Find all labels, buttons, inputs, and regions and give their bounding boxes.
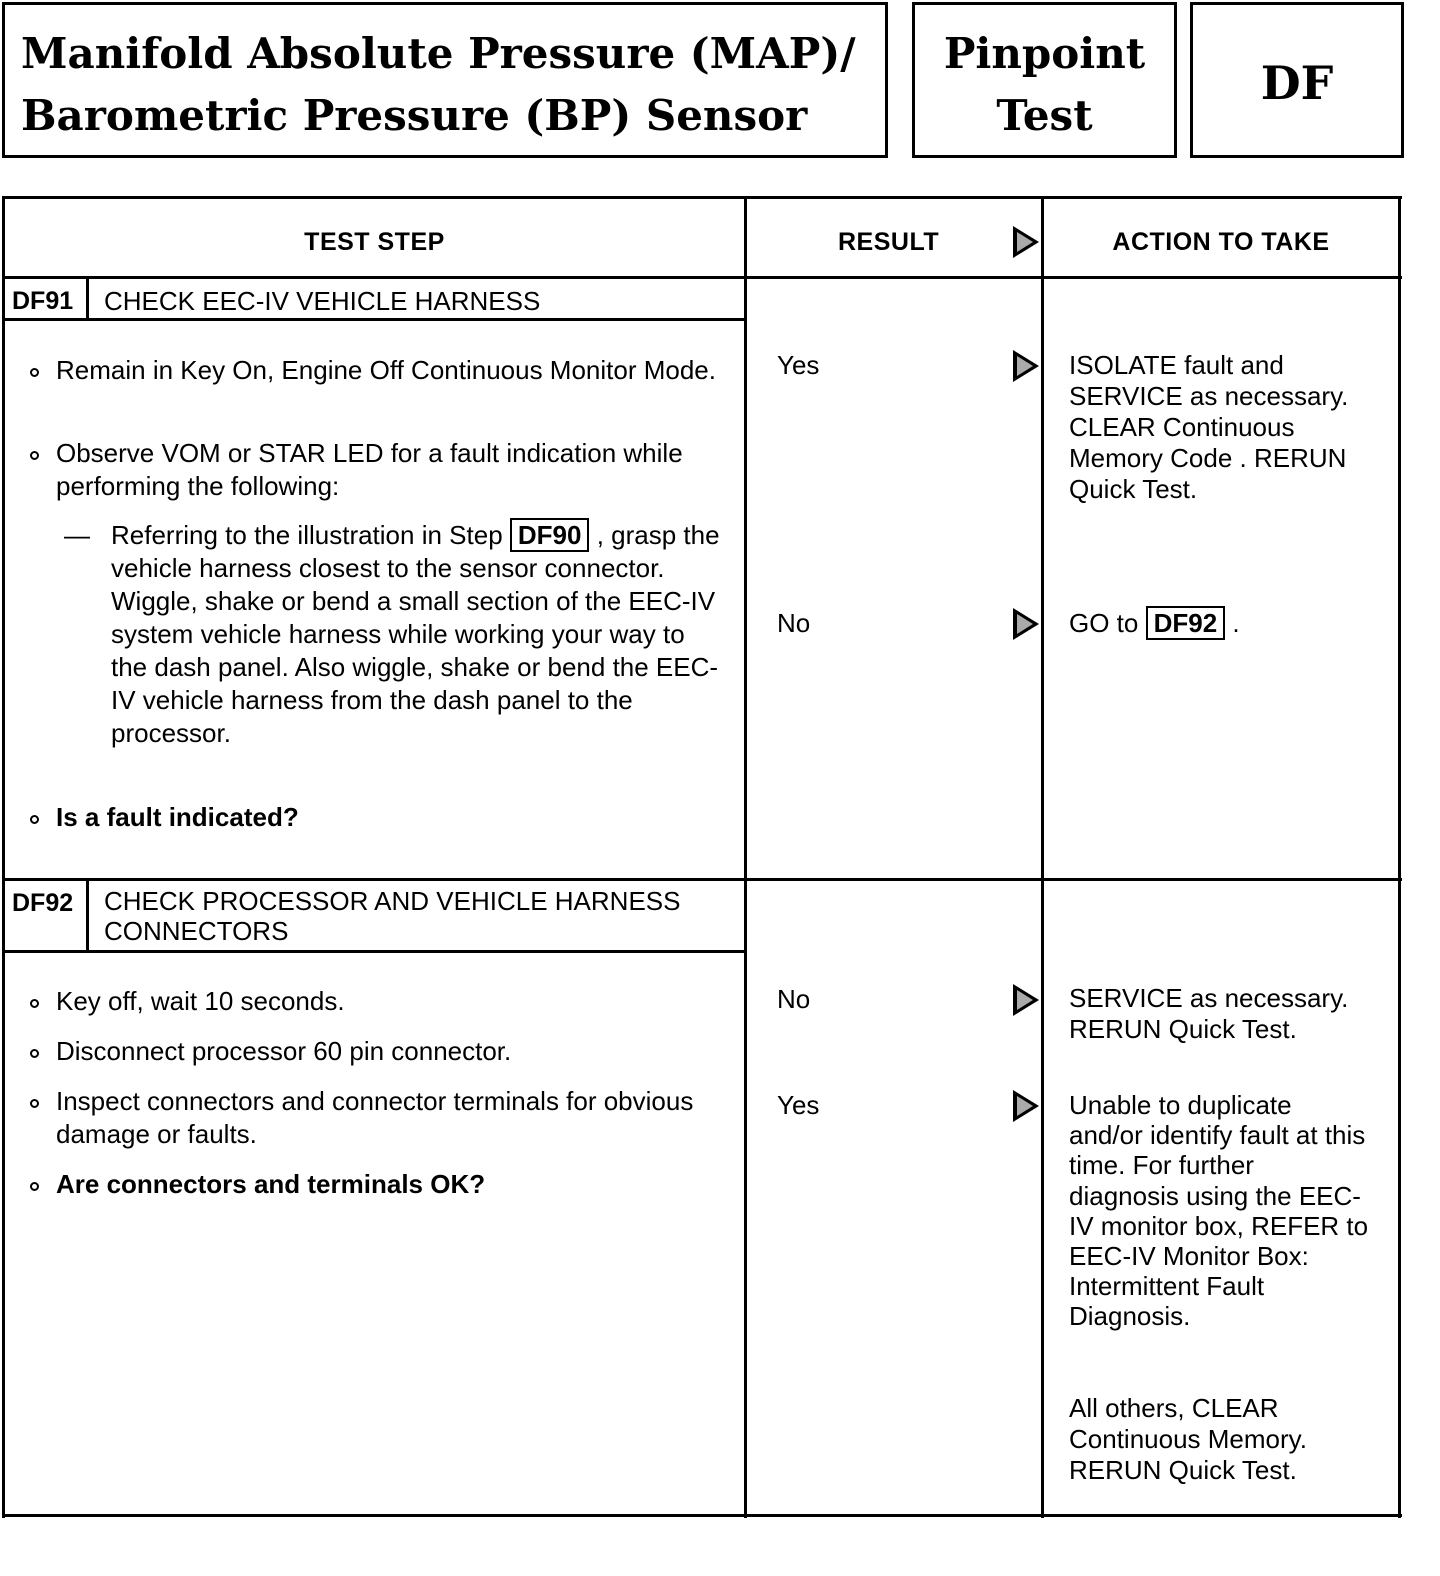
title-line-1: Manifold Absolute Pressure (MAP)/ xyxy=(21,29,856,78)
result-value: Yes xyxy=(777,1090,820,1120)
test-type-line-2: Test xyxy=(996,91,1093,140)
result-arrow-icon xyxy=(1013,1090,1039,1122)
sub-instruction-prefix: Referring to the illustration in Step xyxy=(111,520,503,550)
bullet-icon xyxy=(30,999,39,1008)
step-instruction: Observe VOM or STAR LED for a fault indication while performing the following: xyxy=(56,438,683,501)
step-instruction: Key off, wait 10 seconds. xyxy=(56,986,345,1016)
test-type-line-1: Pinpoint xyxy=(943,29,1146,78)
result-arrow-icon xyxy=(1013,350,1039,382)
step-question: Are connectors and terminals OK? xyxy=(56,1169,486,1199)
action-text: Unable to duplicate and/or identify fault at this time. For further diagnosis using the EEC-IV monitor box, REFER to EEC-IV Monitor Box: Intermittent Fault Diagnosis. xyxy=(1069,1090,1369,1332)
action-text xyxy=(1069,607,1240,640)
step-instruction: Remain in Key On, Engine Off Continuous Monitor Mode. xyxy=(56,355,716,385)
action-text: ISOLATE fault and SERVICE as necessary. CLEAR Continuous Memory Code . RERUN Quick Test. xyxy=(1069,350,1349,504)
bullet-icon xyxy=(30,451,39,460)
table-left-border xyxy=(2,196,5,1518)
step-reference[interactable]: DF90 xyxy=(510,518,590,552)
step-sub-instruction xyxy=(111,519,721,750)
action-text-others: All others, CLEAR Continuous Memory. RERUN Quick Test. xyxy=(1069,1393,1307,1485)
step-title-line-2: CONNECTORS xyxy=(104,916,289,946)
test-code-box xyxy=(1190,2,1404,158)
bullet-icon xyxy=(30,368,39,377)
step-instruction: Inspect connectors and connector terminals for obvious damage or faults. xyxy=(56,1086,694,1149)
result-arrow-icon xyxy=(1013,226,1039,258)
bullet-icon xyxy=(30,1099,39,1108)
step-id: DF91 xyxy=(12,287,74,315)
title-line-2: Barometric Pressure (BP) Sensor xyxy=(21,91,808,140)
step-instruction: Disconnect processor 60 pin connector. xyxy=(56,1036,512,1066)
action-text: SERVICE as necessary. RERUN Quick Test. xyxy=(1069,983,1349,1044)
step-title-line-1: CHECK PROCESSOR AND VEHICLE HARNESS xyxy=(104,886,681,916)
test-type-box xyxy=(912,2,1177,158)
step-id-divider xyxy=(86,881,89,951)
test-code: DF xyxy=(1260,56,1334,110)
table-bottom-border xyxy=(2,1514,1402,1517)
column-header-test-step: TEST STEP xyxy=(304,228,445,256)
header-title-box xyxy=(2,2,888,158)
step-id-divider xyxy=(86,279,89,319)
dash-icon: — xyxy=(64,520,90,550)
column-header-action: ACTION TO TAKE xyxy=(1112,228,1330,256)
header-row-divider xyxy=(2,276,1402,279)
column-header-result: RESULT xyxy=(838,228,940,256)
result-arrow-icon xyxy=(1013,984,1039,1016)
sub-instruction-suffix: , grasp the vehicle harness closest to the sensor connector. Wiggle, shake or bend a small section of the EEC-IV system vehicle harness while working your way to the dash panel. Also wiggle, shake or bend the EEC-IV vehicle harness from the dash panel to the processor. xyxy=(111,520,720,748)
step-title-underline xyxy=(2,950,746,953)
table-right-border xyxy=(1398,196,1401,1518)
step-id: DF92 xyxy=(12,889,74,917)
result-value: No xyxy=(777,608,811,638)
bullet-icon xyxy=(30,815,39,824)
step-reference[interactable]: DF92 xyxy=(1146,606,1226,640)
step-question: Is a fault indicated? xyxy=(56,802,299,832)
result-arrow-icon xyxy=(1013,608,1039,640)
test-type xyxy=(915,23,1174,147)
action-prefix: GO to xyxy=(1069,608,1139,638)
column-divider-2 xyxy=(1041,196,1044,1518)
result-value: No xyxy=(777,984,811,1014)
step-title xyxy=(104,886,680,946)
bullet-icon xyxy=(30,1049,39,1058)
column-divider-1 xyxy=(744,196,747,1518)
table-top-border xyxy=(2,196,1402,199)
bullet-icon xyxy=(30,1182,39,1191)
page-title xyxy=(21,23,856,147)
action-suffix: . xyxy=(1232,608,1240,638)
result-value: Yes xyxy=(777,350,820,380)
step-divider xyxy=(2,878,1402,881)
step-title: CHECK EEC-IV VEHICLE HARNESS xyxy=(104,286,541,316)
step-title-underline xyxy=(2,318,746,321)
